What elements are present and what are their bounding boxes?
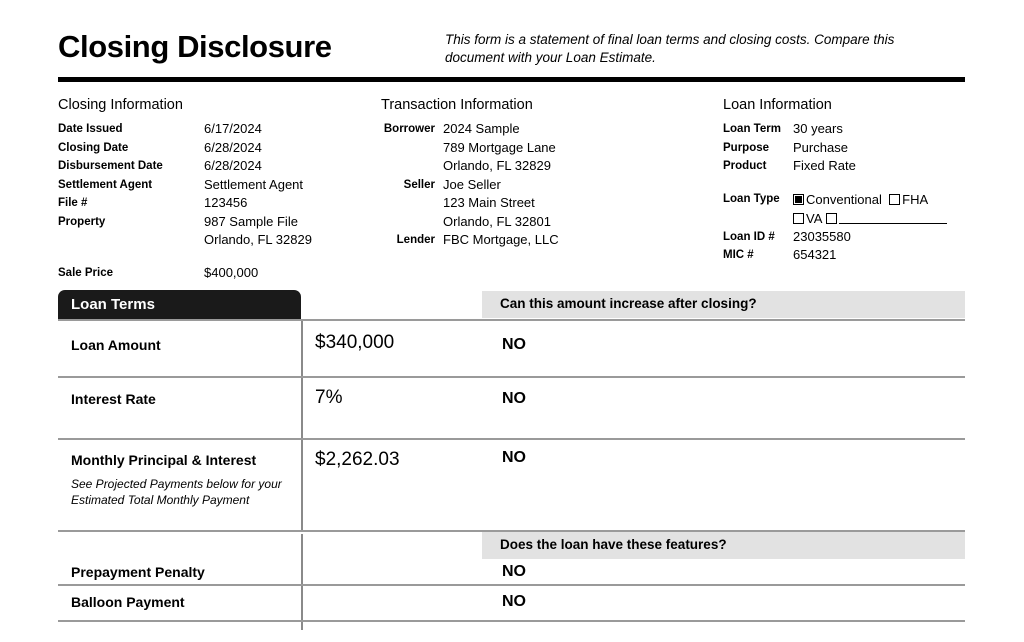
- loan-info-value: Purchase: [793, 139, 848, 155]
- loan-info-row: [723, 157, 968, 176]
- question-band-increase: [482, 291, 965, 318]
- table-row: [58, 584, 965, 620]
- row-subtext: See Projected Payments below for your Estimated Total Monthly Payment: [71, 477, 282, 507]
- row-label: Loan Amount: [71, 337, 161, 353]
- row-value: $340,000: [315, 332, 395, 353]
- closing-info-value: Orlando, FL 32829: [204, 232, 312, 247]
- row-answer: NO: [502, 593, 526, 610]
- table-row: [58, 319, 965, 376]
- closing-information-heading: Closing Information: [58, 97, 183, 113]
- loan-info-label: Purpose: [723, 141, 770, 154]
- loan-info-label: Loan Term: [723, 123, 781, 135]
- transaction-information-column: [381, 96, 721, 250]
- row-value: $2,262.03: [315, 449, 400, 470]
- row-label: Interest Rate: [71, 391, 156, 407]
- checkbox-other[interactable]: [826, 213, 837, 224]
- row-label: Balloon Payment: [71, 594, 185, 610]
- loan-id-value: 23035580: [793, 228, 851, 244]
- transaction-information-heading: Transaction Information: [381, 97, 533, 113]
- closing-info-label: Date Issued: [58, 123, 123, 135]
- checkbox-fha[interactable]: [889, 194, 900, 205]
- row-answer: NO: [502, 390, 526, 407]
- closing-info-row: [58, 194, 378, 213]
- row-answer: NO: [502, 336, 526, 353]
- closing-info-row: [58, 176, 378, 195]
- transaction-info-label: Lender: [396, 234, 435, 246]
- row-label: Monthly Principal & Interest: [71, 452, 257, 468]
- loan-information-column: [723, 96, 968, 265]
- transaction-info-row: [381, 120, 721, 139]
- loan-terms-section-title: Loan Terms: [71, 296, 155, 313]
- transaction-info-row: [381, 194, 721, 213]
- closing-info-label: Closing Date: [58, 141, 129, 154]
- checkbox-va[interactable]: [793, 213, 804, 224]
- transaction-info-value: Orlando, FL 32801: [443, 213, 551, 229]
- sale-price-label: Sale Price: [58, 266, 113, 279]
- transaction-info-label: Borrower: [383, 123, 435, 135]
- transaction-info-row: [381, 213, 721, 232]
- table-row: [58, 530, 965, 584]
- closing-info-row: [58, 120, 378, 139]
- transaction-info-value: 789 Mortgage Lane: [443, 139, 556, 155]
- title-row: [58, 28, 965, 76]
- loan-type-options: [793, 190, 947, 228]
- loan-information-heading: Loan Information: [723, 97, 832, 113]
- question-increase-label: Can this amount increase after closing?: [500, 296, 757, 311]
- transaction-info-row: [381, 139, 721, 158]
- page-title: Closing Disclosure: [58, 29, 332, 64]
- checkbox-conventional[interactable]: [793, 194, 804, 205]
- loan-info-value: 30 years: [793, 121, 843, 136]
- closing-info-value: 6/28/2024: [204, 158, 262, 173]
- table-row: [58, 438, 965, 530]
- loan-type-option-label: VA: [806, 210, 823, 226]
- closing-info-row: [58, 213, 378, 232]
- loan-info-label: Product: [723, 160, 767, 172]
- closing-info-label: File #: [58, 197, 88, 209]
- closing-info-value: Settlement Agent: [204, 176, 304, 192]
- transaction-info-value: Orlando, FL 32829: [443, 158, 551, 173]
- mic-value: 654321: [793, 247, 837, 262]
- loan-type-other-field[interactable]: [839, 212, 947, 224]
- closing-info-label: Property: [58, 215, 106, 228]
- transaction-info-row: [381, 231, 721, 250]
- closing-info-row: [58, 157, 378, 176]
- loan-type-option-label: FHA: [902, 191, 929, 207]
- title-divider: [58, 77, 965, 82]
- row-value: 7%: [315, 387, 343, 408]
- table-row: [58, 376, 965, 438]
- transaction-info-value: 123 Main Street: [443, 195, 535, 210]
- transaction-info-row: [381, 176, 721, 195]
- loan-info-row: [723, 120, 968, 139]
- loan-type-option-label: Conventional: [806, 191, 882, 207]
- sale-price-value: $400,000: [204, 264, 259, 280]
- transaction-info-value: Joe Seller: [443, 176, 501, 192]
- closing-info-row: [58, 139, 378, 158]
- row-answer: NO: [502, 449, 526, 466]
- loan-type-row: [723, 190, 968, 228]
- closing-info-value: 987 Sample File: [204, 213, 298, 229]
- transaction-info-value: FBC Mortgage, LLC: [443, 232, 559, 247]
- row-label: Prepayment Penalty: [71, 564, 205, 580]
- closing-info-value: 6/28/2024: [204, 139, 262, 155]
- closing-info-value: 123456: [204, 195, 248, 210]
- transaction-info-value: 2024 Sample: [443, 121, 520, 136]
- information-columns: [0, 96, 1024, 286]
- closing-info-label: Disbursement Date: [58, 160, 163, 172]
- loan-info-value: Fixed Rate: [793, 158, 856, 173]
- loan-terms-table: [58, 290, 965, 630]
- row-divider: [58, 620, 965, 622]
- closing-info-label: Settlement Agent: [58, 178, 153, 191]
- document-subtitle: This form is a statement of final loan terms and closing costs. Compare this document with your Loan Estimate.: [445, 32, 895, 65]
- mic-row: [723, 246, 968, 265]
- row-answer: NO: [502, 563, 526, 580]
- loan-type-label: Loan Type: [723, 192, 780, 205]
- loan-info-row: [723, 139, 968, 158]
- sale-price-row: [58, 264, 378, 283]
- transaction-info-row: [381, 157, 721, 176]
- mic-label: MIC #: [723, 249, 754, 261]
- closing-information-column: [58, 96, 378, 282]
- question-features-label: Does the loan have these features?: [500, 537, 727, 552]
- closing-info-value: 6/17/2024: [204, 121, 262, 136]
- loan-id-row: [723, 228, 968, 247]
- loan-id-label: Loan ID #: [723, 230, 775, 243]
- closing-info-row: [58, 231, 378, 250]
- transaction-info-label: Seller: [403, 178, 435, 191]
